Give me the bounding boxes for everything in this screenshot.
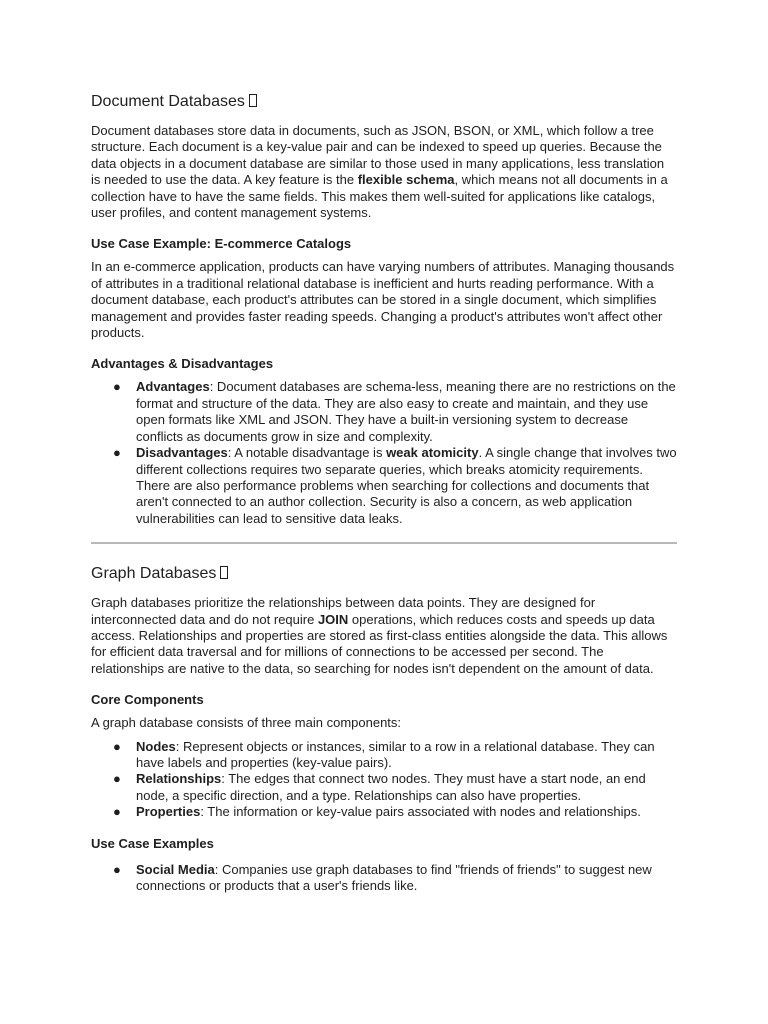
bullet-icon: ● — [113, 445, 121, 461]
document-databases-intro: Document databases store data in documents, such as JSON, BSON, or XML, which follow a tree structure. Each document is a key-value pair and can be indexed to speed up queries. Because the data objects in a document database are similar to those used in many applications, less translation is needed to use the data. A key feature is the flexible schema, which means not all documents in a collection have to have the same fields. This makes them well-suited for applications like catalogs, user profiles, and content management systems. — [91, 123, 668, 221]
core-components-heading: Core Components — [91, 692, 204, 708]
bullet-icon: ● — [113, 771, 121, 787]
list-item: ● Relationships: The edges that connect two nodes. They must have a start node, an end node, a specific direction, and a type. Relationships can also have properties. — [113, 771, 646, 803]
advantages-disadvantages-heading: Advantages & Disadvantages — [91, 356, 274, 372]
missing-glyph-icon — [220, 566, 228, 579]
missing-glyph-icon — [249, 94, 257, 107]
document-databases-heading: Document Databases — [91, 92, 677, 112]
graph-databases-heading: Graph Databases — [91, 564, 677, 584]
use-case-list — [91, 862, 677, 895]
list-item: ● Social Media: Companies use graph databases to find "friends of friends" to suggest new connections or products that a user's friends like. — [113, 861, 652, 893]
advantages-list — [91, 379, 677, 527]
usecase-heading: Use Case Example: E-commerce Catalogs — [91, 236, 352, 252]
usecase-text: In an e-commerce application, products can have varying numbers of attributes. Managing thousands of attributes in a traditional relational database is inefficient and hurts reading performance. With a document database, each product's attributes can be stored in a single document, which simplifies management and provides faster reading speeds. Changing a product's attributes won't affect other products. — [91, 259, 675, 341]
graph-databases-intro: Graph databases prioritize the relationships between data points. They are designed for interconnected data and do not require JOIN operations, which reduces costs and speeds up data access. Relationships and properties are stored as first-class entities alongside the data. This allows for efficient data traversal and for millions of connections to be accessed per second. The relationships are native to the data, so searching for nodes isn't dependent on the amount of data. — [91, 595, 668, 676]
list-item: ● Properties: The information or key-value pairs associated with nodes and relationships. — [113, 804, 641, 820]
use-case-examples-heading: Use Case Examples — [91, 835, 214, 851]
list-item: ● Disadvantages: A notable disadvantage is weak atomicity. A single change that involves two different collections requires two separate queries, which breaks atomicity requirements. There are also performance problems when searching for collections and documents that aren't connected to an author collection. Security is also a concern, as web application vulnerabilities can lead to sensitive data leaks. — [113, 445, 677, 526]
bullet-icon: ● — [113, 738, 121, 754]
bullet-icon: ● — [113, 804, 121, 820]
list-item: ● Nodes: Represent objects or instances, similar to a row in a relational database. They can have labels and properties (key-value pairs). — [113, 738, 655, 770]
components-list — [91, 739, 677, 821]
section-divider — [91, 542, 677, 544]
bullet-icon: ● — [113, 379, 121, 395]
core-components-intro: A graph database consists of three main components: — [91, 715, 402, 731]
bullet-icon: ● — [113, 861, 121, 877]
list-item: ● Advantages: Document databases are schema-less, meaning there are no restrictions on the format and structure of the data. They are also easy to create and maintain, and they use open formats like XML and JSON. They have a built-in versioning system to decrease conflicts as documents grow in size and complexity. — [113, 379, 676, 444]
